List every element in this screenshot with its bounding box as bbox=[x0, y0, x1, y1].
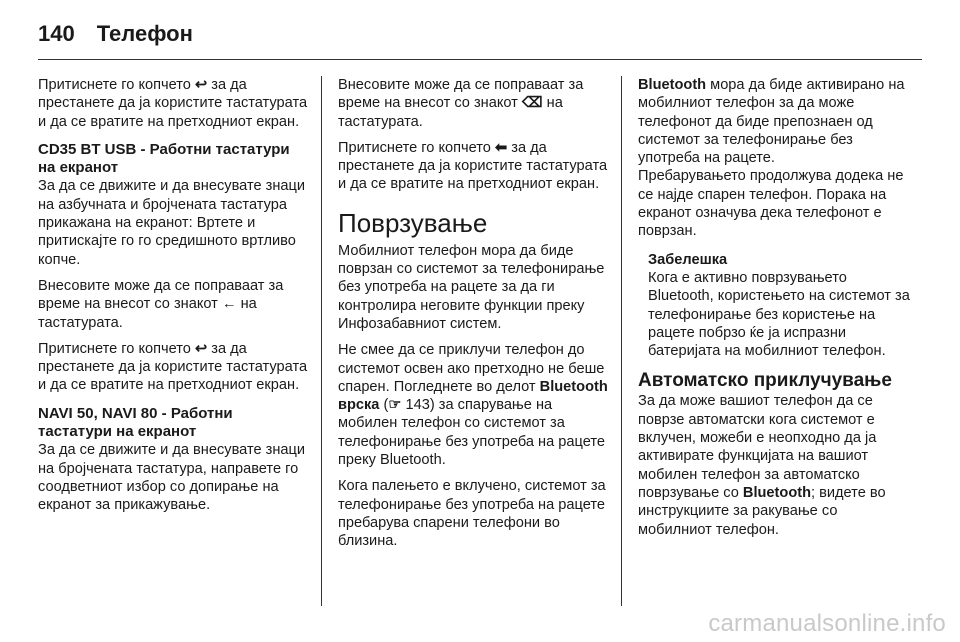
header-divider bbox=[38, 59, 922, 60]
section-heading-auto-connect: Автоматско приклучување bbox=[638, 370, 892, 392]
column-1 bbox=[38, 76, 310, 523]
paragraph: Притиснете го копчето ↩ за да престанете да ја користите тастатурата и да се вратите на претходниот екран. bbox=[38, 340, 308, 394]
paragraph: Внесовите може да се поправаат за време на внесот со знакот ⌫ на тастатурата. bbox=[338, 77, 584, 130]
column-divider-2 bbox=[621, 76, 622, 606]
paragraph: Не смее да се приклучи телефон до системот освен ако претходно не беше спарен. Погледнете во делот Bluetooth врска (☞ 143) за спарување на мобилен телефон со системот за телефонирање без употреба на рацете преку Bluetooth. bbox=[338, 342, 608, 469]
paragraph: Мобилниот телефон мора да биде поврзан со системот за телефонирање без употреба на рацете за да ги контролира неговите функции преку Инфозабавниот систем. bbox=[338, 242, 605, 332]
paragraph: Внесовите може да се поправаат за време на внесот со знакот ← на тастатурата. bbox=[38, 277, 284, 331]
paragraph: Bluetooth мора да биде активирано на мобилниот телефон за да може телефонот да биде препознаен од системот за телефонирање без употреба на рацете. bbox=[638, 77, 905, 167]
note-heading: Забелешка bbox=[648, 251, 728, 268]
paragraph: За да се движите и да внесувате знаци на бројчената тастатура, направете го соодветниот избор со допирање на екранот за прикажување. bbox=[38, 442, 306, 514]
subheading-navi: NAVI 50, NAVI 80 - Работни тастатури на екранот bbox=[38, 404, 233, 441]
note-body: Кога е активно поврзувањето Bluetooth, користењето на системот за телефонирање без користење на рацете побрзо ќе ја испразни батеријата на мобилниот телефон. bbox=[648, 269, 910, 360]
paragraph: За да може вашиот телефон да се поврзе автоматски кога системот е вклучен, можеби е неопходно да ја активирате функцијата на вашиот мобилен телефон за автоматско поврзување со Bluetooth; видете во инструкциите за ракување со мобилниот телефон. bbox=[638, 393, 886, 538]
paragraph: Пребарувањето продолжува додека не се најде спарен телефон. Порака на екранот означува дека телефонот е поврзан. bbox=[638, 168, 904, 240]
watermark: carmanualsonline.info bbox=[708, 610, 946, 637]
page-title: Телефон bbox=[96, 21, 193, 46]
page-number: 140 bbox=[38, 21, 75, 46]
column-divider-1 bbox=[321, 76, 322, 606]
bluetooth-connection-link: Bluetooth врска bbox=[338, 378, 608, 414]
note-box bbox=[648, 251, 914, 361]
left-arrow-icon: ← bbox=[221, 296, 237, 313]
page-header bbox=[38, 14, 193, 54]
page-reference-icon: ☞ bbox=[388, 397, 402, 414]
section-heading-pairing: Поврзување bbox=[338, 207, 488, 238]
column-2 bbox=[338, 76, 610, 559]
back-curved-icon: ↩ bbox=[194, 340, 208, 357]
page-reference: 143 bbox=[405, 397, 430, 414]
paragraph: Притиснете го копчето ⬅ за да престанете да ја користите тастатурата и да се вратите на претходниот екран. bbox=[338, 139, 608, 193]
subheading-cd35: CD35 BT USB - Работни тастатури на екранот bbox=[38, 140, 290, 177]
paragraph: Притиснете го копчето ↩ за да престанете да ја користите тастатурата и да се вратите на претходниот екран. bbox=[38, 77, 308, 130]
back-curved-icon: ↩ bbox=[194, 77, 208, 93]
column-3 bbox=[638, 76, 914, 547]
paragraph: За да се движите и да внесувате знаци на азбучната и бројчената тастатура прикажана на екранот: Вртете и притискајте го го средишното вртливо копче. bbox=[38, 178, 306, 268]
paragraph: Кога палењето е вклучено, системот за телефонирање без употреба на рацете пребарува спарени телефони во близина. bbox=[338, 478, 606, 550]
delete-key-icon: ⌫ bbox=[521, 95, 543, 112]
back-arrow-icon: ⬅ bbox=[494, 139, 508, 156]
